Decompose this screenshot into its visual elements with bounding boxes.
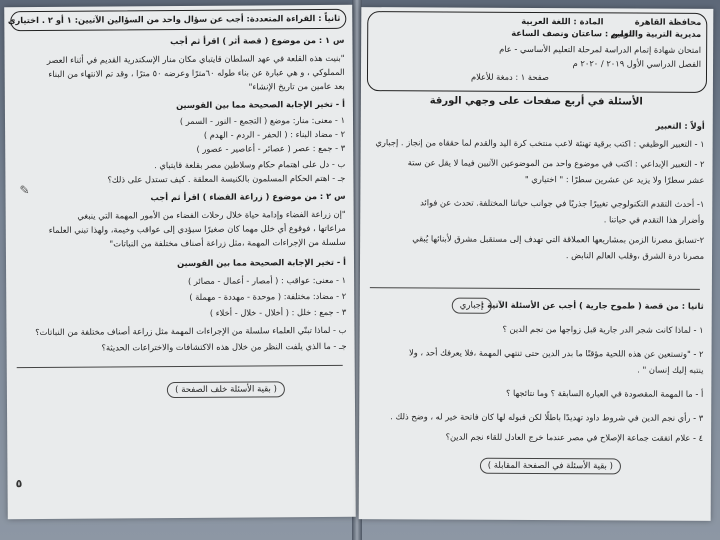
left-page — [4, 5, 356, 519]
passage-line: المملوكي ، و هي عبارة عن بناء طوله ٦٠مترًا وعرضه ٥٠ مترًا ، وقد تم الانتهاء من البناء — [48, 66, 345, 79]
question-line: ٤ - علام اتفقت جماعة الإصلاح في مصر عندما خرج العادل للقاء نجم الدين؟ — [445, 431, 704, 443]
q2-b-item: جـ - ما الذي يلفت النظر من خلال هذه الاكتشافات والاختراعات الحديثة؟ — [101, 340, 347, 353]
topic-line: ١- أحدث التقدم التكنولوجي تغييرًا جذريًا في جوانب حياتنا المختلفة. تحدث عن فوائد — [420, 197, 705, 209]
q2-a-item: ١ - معنى: عواقب : ( أمصار - أعمال - مصائر ) — [187, 274, 347, 286]
q2-a-item: ٣ - جمع : خلل : ( أخلال - خلال - أخلاء ) — [209, 306, 347, 318]
passage2-line: مراعاتها ، فوقوع أي خلل مهما كان صغيرًا سيؤدي إلى عواقب وخيمة، ولهذا تبني العلماء — [48, 222, 346, 235]
mandatory-badge: إجباري — [452, 298, 492, 314]
q1-b-item: جـ - اهتم الحكام المسلمون بالكنيسة المعلقة . كيف تستدل على ذلك؟ — [107, 172, 346, 185]
right-page — [359, 7, 714, 521]
passage-line: "بنيت هذه القلعة في عهد السلطان قايتباي مكان منار الإسكندرية القديم في أثناء العصر — [46, 52, 345, 65]
topic-line: وأضرار هذا التقدم في حياتنا . — [603, 214, 705, 225]
question-line: ٣ - رأي نجم الدين في شروط داود تهديدًا باطلًا لكن قبوله لها كان فاتحة خير له ، وضح ذلك . — [390, 411, 704, 423]
q2-a-item: ٢ - مضاد: مختلفة: ( موحدة - مهددة - مهملة ) — [189, 290, 347, 302]
section1-title: أولاً : التعبير — [655, 120, 705, 131]
q1-a-item: ٣ - جمع : عصر ( عصائر - أعاصير - عصور ) — [196, 142, 346, 154]
exam-title: الأسئلة في أربع صفحات على وجهي الورقة — [429, 95, 643, 108]
header-line: محافظة القاهرة — [634, 16, 702, 27]
section2-title: ثانيا : من قصة ( طموح جارية ) أجب عن الأسئلة الآتية : — [480, 299, 704, 311]
functional-task: ١ - التعبير الوظيفي : اكتب برقية تهنئة لاعب منتخب كرة اليد والقدم لما حققاه من إنجاز . إجباري — [375, 137, 705, 149]
left-header: ثانياً : القراءة المتعددة: أجب عن سؤال واحد من السؤالين الآتيين: ١ أو ٢ . اختياري — [7, 12, 341, 26]
passage2-line: "إن زراعة الفضاء وإدامة حياة خلال رحلات الفضاء من الأمور المهمة التي ينبغي — [77, 208, 346, 221]
question-line: ١ - لماذا كانت شجر الدر جارية قبل زواجها من نجم الدين ؟ — [502, 323, 704, 335]
creative-intro: عشر سطرًا ولا يزيد عن عشرين سطرًا : " اختياري " — [524, 173, 705, 185]
q2-title: س ٢ : من موضوع ( زراعة الفضاء ) اقرأ ثم أجب — [150, 190, 346, 203]
header-line: مديرية التربية والتعليم — [610, 28, 702, 39]
q1-a-title: أ - تخير الإجابة الصحيحة مما بين القوسين — [176, 98, 345, 111]
q1-a-item: ١ - معنى: منار: موضع ( التجمع - النور - السمر ) — [179, 114, 346, 126]
right-footer-note: ( بقية الأسئلة في الصفحة المقابلة ) — [480, 458, 621, 475]
creative-intro: ٢ - التعبير الإبداعي : اكتب في موضوع واحد من الموضوعين الآتيين فيما لا يقل عن ستة — [407, 157, 705, 169]
question-line: ٢ - "وتستعين عن هذه اللحية مؤقتًا ما بدر الدين حتى تنتهي المهمة ،فلا يعرفك أحد ، ولا — [408, 347, 704, 359]
header-line: الفصل الدراسي الأول ٢٠١٩ / ٢٠٢٠ م — [572, 58, 702, 69]
q1-title: س ١ : من موضوع ( قصة أثر ) اقرأ ثم أجب — [170, 34, 345, 47]
topic-line: مصرنا درة الشرق ،وقلب العالم النابض . — [565, 250, 705, 261]
topic-line: ٢-تسابق مصرنا الزمن بمشاريعها العملاقة التي تهدف إلى مستقبل مشرق لأبنائها يُبقي — [412, 233, 705, 245]
left-footer-note: ( بقية الأسئلة خلف الصفحة ) — [167, 381, 285, 398]
q1-a-item: ٢ - مضاد البناء : ( الحفر - الردم - الهدم ) — [203, 128, 346, 140]
divider — [370, 287, 700, 290]
header-line: صفحة ١ : دمغة للأعلام — [470, 71, 549, 83]
passage2-line: سلسلة من الإجراءات المهمة ،مثل زراعة أصناف مختلفة من النباتات" — [109, 236, 346, 249]
q2-a-title: أ - تخير الإجابة الصحيحة مما بين القوسين — [177, 256, 347, 269]
q2-b-item: ب - لماذا تبنّي العلماء سلسلة من الإجراءات المهمة مثل زراعة أصناف مختلفة من النباتات؟ — [35, 324, 347, 338]
header-line: المادة : اللغة العربية — [521, 15, 604, 27]
q1-b-item: ب - دل على اهتمام حكام وسلاطين مصر بقلعة قايتباي . — [154, 158, 346, 171]
question-line: أ - ما المهمة المقصودة في العبارة السابقة ؟ وما نتائجها ؟ — [506, 387, 704, 399]
question-line: ينتبه إليك إنسان " . — [637, 364, 704, 375]
header-line: الزمن : ساعتان ونصف الساعة — [511, 27, 635, 39]
divider — [17, 365, 343, 368]
header-line: امتحان شهادة إتمام الدراسة لمرحلة التعليم الأساسي - عام — [499, 43, 702, 55]
passage-line: بعد عامين من تاريخ الإنشاء" — [248, 80, 345, 92]
scribble-mark: ✎ — [19, 183, 30, 198]
page-number: ٥ — [15, 477, 23, 491]
